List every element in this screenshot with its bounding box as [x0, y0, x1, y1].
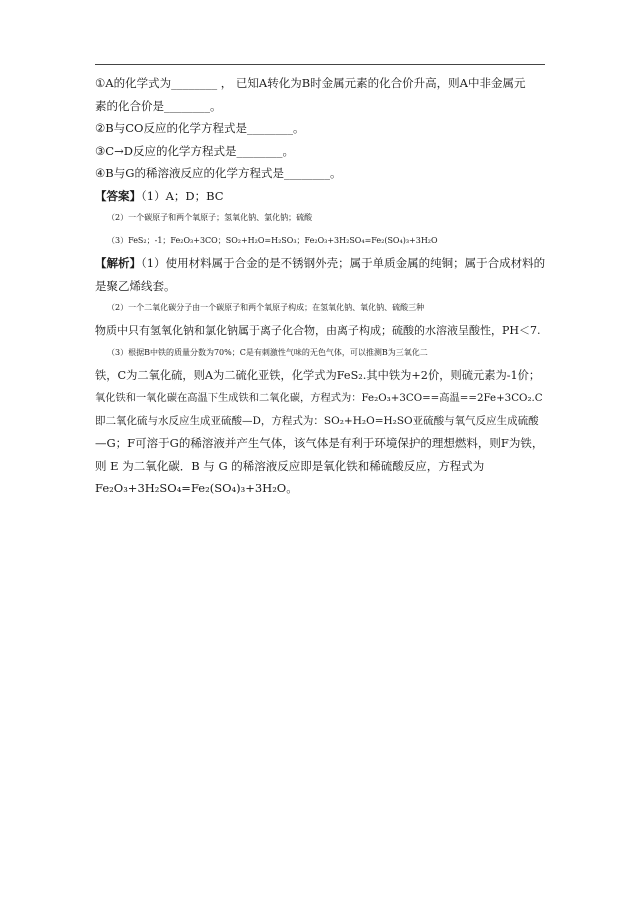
analysis-2-line-2: 物质中只有氢氧化钠和氯化钠属于离子化合物，由离子构成；硫酸的水溶液呈酸性，PH＜7. [95, 323, 541, 337]
answer-heading-line [95, 185, 545, 208]
analysis-1-line-1: （1）使用材料属于合金的是不锈钢外壳；属于单质金属的纯铜；属于合成材料的 [141, 256, 546, 270]
question-3: ③C→D反应的化学方程式是________。 [95, 143, 294, 158]
analysis-3-line-3: 氧化铁和一氧化碳在高温下生成铁和二氧化碳，方程式为：Fe₂O₃+3CO==高温==2Fe+3CO₂.C [95, 392, 543, 404]
analysis-heading-line [95, 252, 545, 275]
analysis-1-line-2: 是聚乙烯线套。 [95, 278, 176, 293]
analysis-3-line-7: Fe₂O₃+3H₂SO₄=Fe₂(SO₄)₃+3H₂O。 [95, 481, 298, 495]
analysis-label: 【解析】 [95, 256, 141, 270]
analysis-3-line-1: （3）根据B中铁的质量分数为70%；C是有刺激性气味的无色气体，可以推测B为三氧化二 [107, 348, 428, 357]
answer-label: 【答案】 [95, 188, 141, 203]
question-2: ②B与CO反应的化学方程式是________。 [95, 121, 305, 135]
answer-1: （1）A；D；BC [141, 188, 224, 203]
answer-2: （2）一个碳原子和两个氧原子；氢氧化钠、氯化钠；硫酸 [107, 213, 313, 222]
header-rule [95, 64, 545, 65]
analysis-3-line-4: 即二氧化硫与水反应生成亚硫酸—D，方程式为：SO₂+H₂O=H₂SO亚硫酸与氧气反应生成硫酸 [95, 414, 539, 427]
question-4: ④B与G的稀溶液反应的化学方程式是________。 [95, 166, 342, 180]
question-1-line-1: ①A的化学式为________ ， 已知A转化为B时金属元素的化合价升高，则A中非金属元 [95, 76, 526, 90]
answer-3: （3）FeS₂；-1；Fe₂O₃+3CO；SO₂+H₂O=H₂SO₃；Fe₂O₃+3H₂SO₄=Fe₂(SO₄)₃+3H₂O [107, 235, 438, 245]
analysis-3-line-5: —G；F可溶于G的稀溶液并产生气体，该气体是有利于环境保护的理想燃料，则F为铁， [95, 436, 544, 450]
question-1-line-2: 素的化合价是________。 [95, 98, 222, 113]
analysis-3-line-6: 则 E 为二氧化碳．B 与 G 的稀溶液反应即是氧化铁和稀硫酸反应，方程式为 [95, 458, 485, 473]
analysis-2-line-1: （2）一个二氧化碳分子由一个碳原子和两个氧原子构成；在氢氧化钠、氧化钠、硫酸三种 [107, 303, 425, 312]
document-body [95, 72, 545, 500]
analysis-3-line-2: 铁，C为二氧化硫，则A为二硫化亚铁，化学式为FeS₂.其中铁为+2价，则硫元素为-1价； [95, 368, 541, 382]
